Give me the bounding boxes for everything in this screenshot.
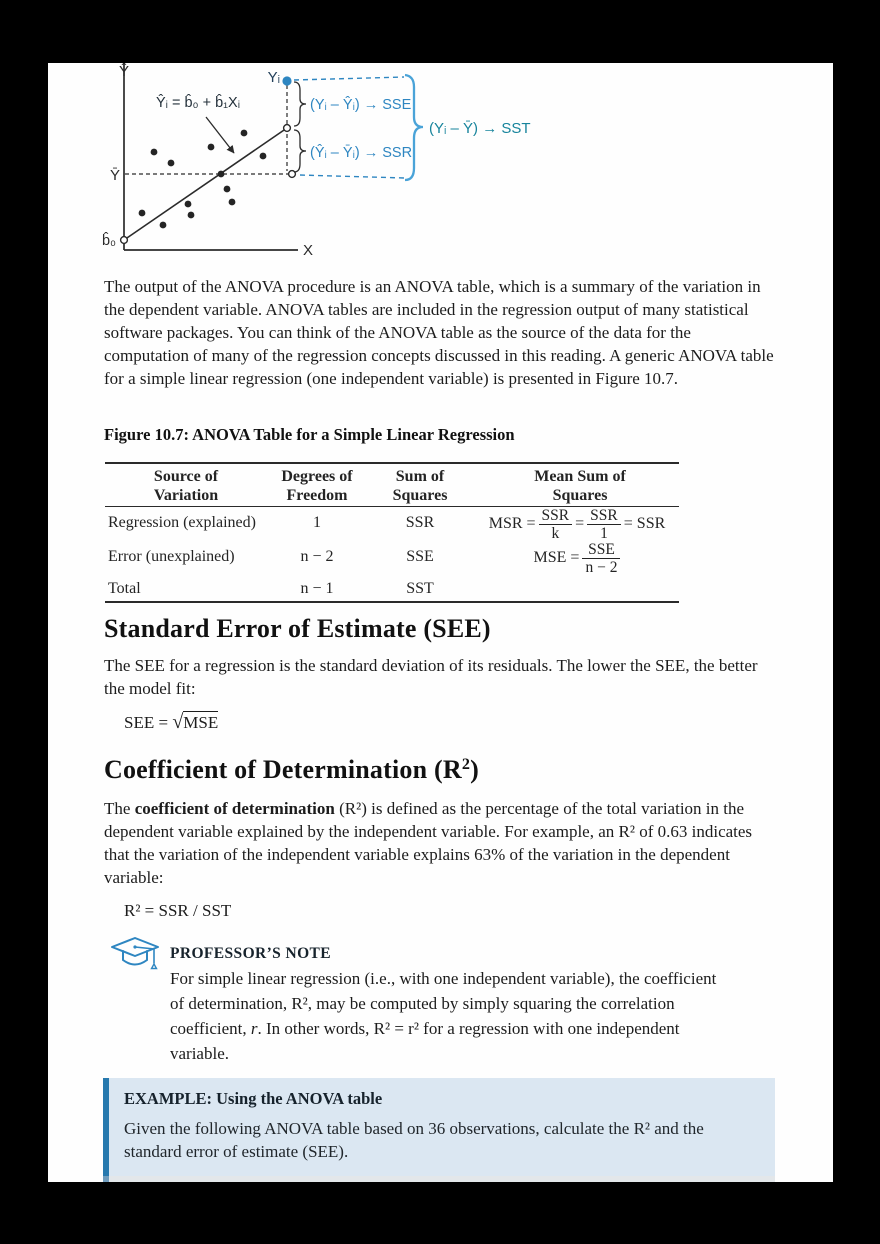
figure-caption: Figure 10.7: ANOVA Table for a Simple Linear Regression <box>104 425 515 444</box>
sst-label: (Yᵢ – Ȳ) → SST <box>429 120 531 137</box>
sse-label: (Yᵢ – Ŷᵢ) → SSE <box>310 97 412 113</box>
r2-formula: R² = SSR / SST <box>124 901 232 920</box>
see-formula: SEE = √MSE <box>124 711 219 733</box>
sse-brace <box>294 82 306 126</box>
row-total-df: n − 1 <box>300 580 334 597</box>
sst-bottom-dashed <box>300 175 404 178</box>
row-error-mse-formula: MSE = $\frac{\text{SSE}}{n - 2}$ <box>475 538 679 578</box>
ssr-label: (Ŷᵢ – Ȳᵢ) → SSR <box>310 145 413 161</box>
row-error-source: Error (unexplained) <box>108 548 235 565</box>
intercept-label: b̂₀ <box>101 233 117 249</box>
row-regression-source: Regression (explained) <box>108 514 256 531</box>
ssr-brace <box>294 130 306 172</box>
anova-table <box>105 462 679 603</box>
professor-note-text: For simple linear regression (i.e., with one independent variable), the coefficient of determination, R², may be computed by simply squaring the correlation coefficient, r. In other words, R² = r² for a regression with one independent variable. <box>170 969 717 1063</box>
row-regression-ss: SSR <box>405 514 435 531</box>
regression-line <box>124 128 287 240</box>
row-regression-msr-formula: MSR = $\frac{\text{SSR}}{k}$ = $\frac{\text{SSR}}{1}$ = SSR <box>488 506 666 542</box>
col-header-mss: Mean Sum of Squares <box>534 468 626 504</box>
anova-intro-paragraph: The output of the ANOVA procedure is an ANOVA table, which is a summary of the variation in the dependent variable. ANOVA tables are included in the regression output of many statistical software packages. You can think of the ANOVA table as the source of the data for the computation of many of the regression concepts discussed in this reading. A generic ANOVA table for a simple linear regression (one independent variable) is presented in Figure 10.7. <box>104 277 774 388</box>
y-mean-label: Ȳ <box>109 167 121 184</box>
col-header-df: Degrees of Freedom <box>281 468 353 504</box>
professor-note-heading: PROFESSOR’S NOTE <box>170 945 331 962</box>
row-regression-df: 1 <box>313 514 321 531</box>
row-error-ss: SSE <box>406 548 434 565</box>
row-total-ss: SST <box>406 580 434 597</box>
regression-variation-diagram <box>48 63 608 261</box>
graduation-cap-icon <box>108 933 162 983</box>
document-page <box>48 63 833 1182</box>
line-mean-intersection-dot <box>218 171 225 178</box>
see-paragraph: The SEE for a regression is the standard deviation of its residuals. The lower the SEE, the better the model fit: <box>104 656 758 698</box>
see-heading: Standard Error of Estimate (SEE) <box>104 614 491 643</box>
intercept-point <box>121 237 128 244</box>
sst-brace <box>405 75 423 180</box>
observed-point <box>282 76 291 85</box>
table-bottom-rule <box>105 601 679 603</box>
table-top-rule <box>105 462 679 464</box>
x-axis-label: X <box>303 242 314 259</box>
sst-top-dashed <box>294 77 404 80</box>
col-header-source: Source of Variation <box>153 468 219 504</box>
col-header-ss: Sum of Squares <box>392 468 448 504</box>
row-error-df: n − 2 <box>300 548 334 565</box>
example-body: Given the following ANOVA table based on 36 observations, calculate the R² and the standard error of estimate (SEE). <box>124 1119 704 1161</box>
regression-equation-label: Ŷᵢ = b̂₀ + b̂₁Xᵢ <box>156 95 240 111</box>
next-content-strip <box>103 1176 775 1182</box>
y-axis-label: Ŷ <box>118 63 130 80</box>
row-total-source: Total <box>108 580 141 597</box>
example-callout <box>103 1078 775 1176</box>
example-title: EXAMPLE: Using the ANOVA table <box>124 1089 383 1108</box>
observed-point-label: Yᵢ <box>267 69 280 86</box>
r2-paragraph: The coefficient of determination (R²) is defined as the percentage of the total variation in the dependent variable explained by the independent variable. For example, an R² of 0.63 indicates that the variation of the independent variable explains 63% of the variation in the dependent variable: <box>104 799 753 887</box>
fitted-point <box>284 125 291 132</box>
next-content-bar-fragment <box>103 1176 109 1182</box>
r2-heading: Coefficient of Determination $(R^2)$ <box>104 755 479 784</box>
scatter-points <box>139 130 267 229</box>
